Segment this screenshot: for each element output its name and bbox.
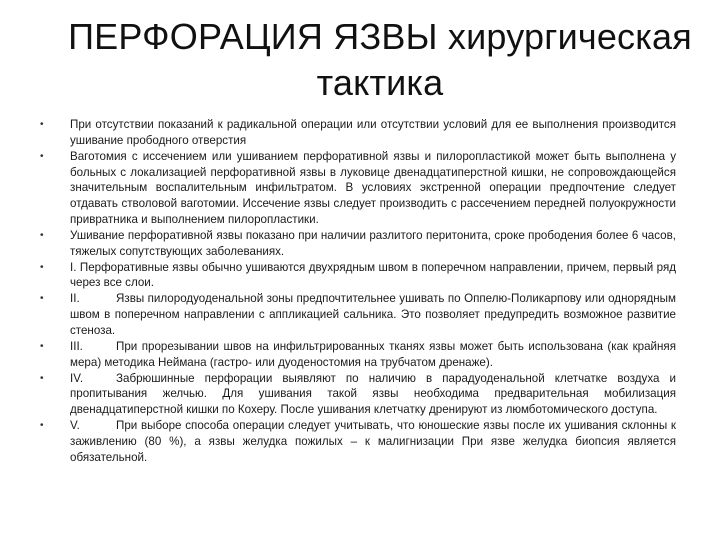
bullet-text: При отсутствии показаний к радикальной операции или отсутствии условий для ее выполнения производится ушивание прободного отверстия xyxy=(70,118,676,147)
bullet-dot-icon: • xyxy=(40,119,44,130)
bullet-item xyxy=(40,418,676,466)
bullet-item xyxy=(40,117,676,149)
bullet-list xyxy=(40,117,676,466)
bullet-text: При прорезывании швов на инфильтрированных тканях язвы может быть использована (как крайняя мера) методика Неймана (гастро- или дуоденостомия на трубчатом дренаже). xyxy=(70,339,676,369)
bullet-item xyxy=(40,339,676,371)
bullet-number: II. xyxy=(70,292,80,306)
bullet-text: Ушивание перфоративной язвы показано при наличии разлитого перитонита, сроке прободения более 6 часов, тяжелых сопутствующих заболеваниях. xyxy=(70,228,676,258)
bullet-number: III. xyxy=(70,339,83,353)
bullet-item xyxy=(40,291,676,339)
bullet-number: IV. xyxy=(70,371,84,385)
bullet-text: Язвы пилородуоденальной зоны предпочтительнее ушивать по Оппелю-Поликарпову или однорядным швом в поперечном направлении с аппликацией сальника. Это позволяет предупредить возможное развитие стеноза. xyxy=(70,292,676,337)
bullet-text: При выборе способа операции следует учитывать, что юношеские язвы после их ушивания склонны к заживлению (80 %), а язвы желудка пожилых – к малигнизации При язве желудка биопсия является обязательной. xyxy=(70,419,676,464)
bullet-dot-icon: • xyxy=(40,372,44,384)
bullet-dot-icon: • xyxy=(40,150,44,162)
bullet-dot-icon: • xyxy=(40,229,44,241)
bullet-text: I. Перфоративные язвы обычно ушиваются двухрядным швом в поперечном направлении, причем, первый ряд через все слои. xyxy=(70,260,676,290)
bullet-item xyxy=(40,228,676,260)
bullet-dot-icon: • xyxy=(40,340,44,352)
bullet-item xyxy=(40,371,676,419)
bullet-dot-icon: • xyxy=(40,293,44,305)
bullet-text: Забрюшинные перфорации выявляют по наличию в парадуоденальной клетчатке воздуха и пропитывания желчью. Для ушивания такой язвы необходима предварительная мобилизация двенадцатиперстной кишки по Кохеру. После ушивания клетчатку дренируют из люмботомического доступа. xyxy=(70,371,676,417)
bullet-dot-icon: • xyxy=(40,420,44,432)
bullet-item xyxy=(40,260,676,292)
bullet-item xyxy=(40,149,676,228)
slide-title: ПЕРФОРАЦИЯ ЯЗВЫ хирургическая тактика xyxy=(68,16,692,103)
bullet-number: V. xyxy=(70,419,80,433)
bullet-text: Ваготомия с иссечением или ушиванием перфоративной язвы и пилоропластикой может быть выполнена у больных с локализацией перфоративной язвы в луковице двенадцатиперстной кишки, не сопровождающейся значительным воспалительным инфильтратом. В условиях экстренной операции предпочтение следует отдавать стволовой ваготомии. Иссечение язвы следует производить с рассечением передней полуокружности привратника и выполнением пилоропластики. xyxy=(70,149,676,227)
bullet-dot-icon: • xyxy=(40,261,44,273)
